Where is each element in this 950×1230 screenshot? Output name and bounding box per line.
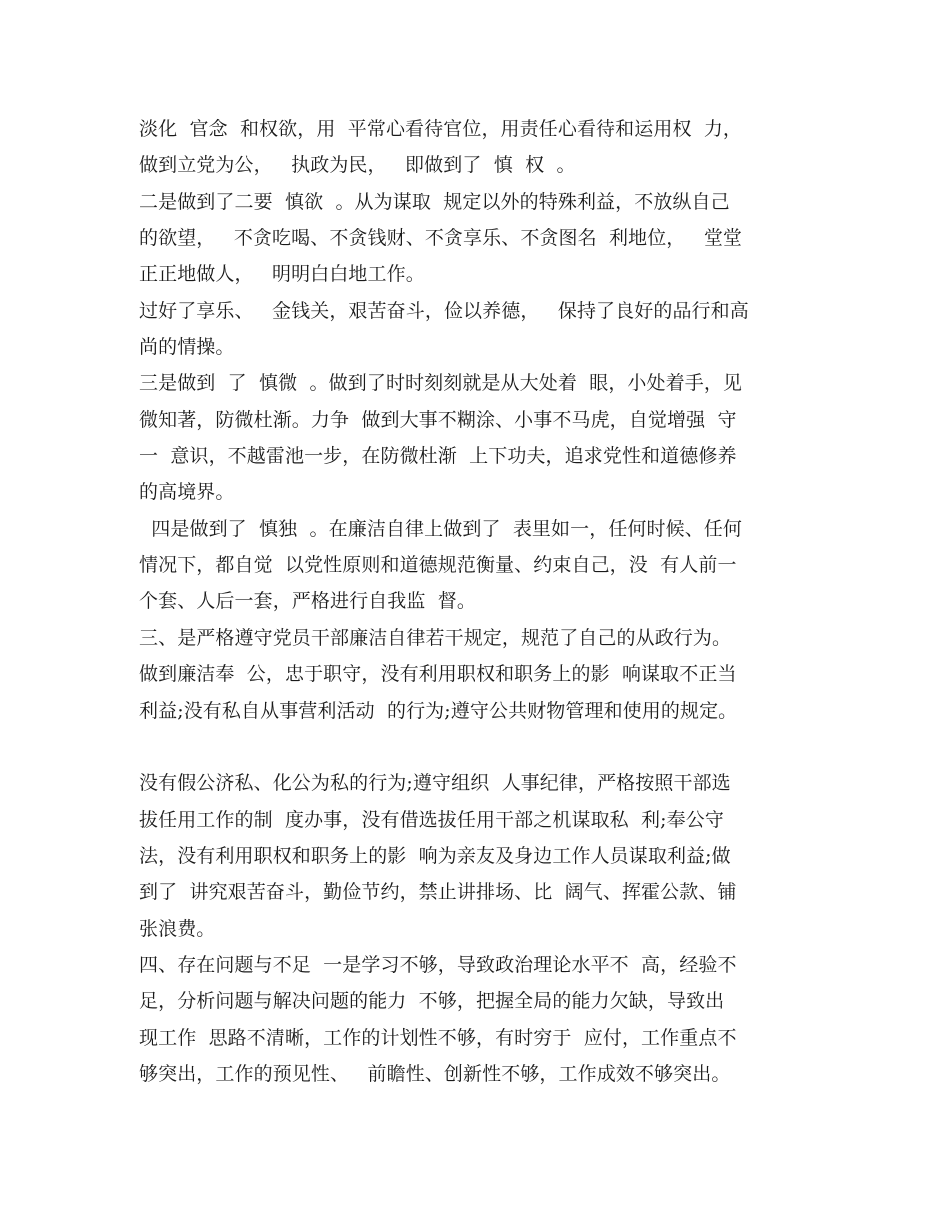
text-line: 利益;没有私自从事营利活动 的行为;遵守公共财物管理和使用的规定。 — [139, 699, 738, 722]
text-line: 四、存在问题与不足 一是学习不够，导致政治理论水平不 高，经验不 — [139, 953, 737, 976]
text-line: 情况下，都自觉 以党性原则和道德规范衡量、约束自己，没 有人前一 — [139, 554, 737, 577]
document-body — [139, 111, 839, 1092]
text-line: 到了 讲究艰苦奋斗，勤俭节约，禁止讲排场、比 阔气、挥霍公款、铺 — [139, 881, 737, 904]
text-line: 的高境界。 — [139, 481, 235, 504]
text-line: 张浪费。 — [139, 917, 216, 940]
text-line: 三是做到 了 慎微 。做到了时时刻刻就是从大处着 眼，小处着手，见 — [139, 372, 743, 395]
text-line: 过好了享乐、 金钱关，艰苦奋斗，俭以养德， 保持了良好的品行和高 — [139, 299, 749, 322]
paragraph-gap — [139, 729, 839, 765]
text-line: 做到立党为公， 执政为民， 即做到了 慎 权 。 — [139, 154, 576, 177]
text-line: 尚的情操。 — [139, 336, 235, 359]
text-line: 三、是严格遵守党员干部廉洁自律若干规定，规范了自己的从政行为。 — [139, 626, 732, 649]
text-line: 没有假公济私、化公为私的行为;遵守组织 人事纪律，严格按照干部选 — [139, 772, 731, 795]
text-line: 够突出，工作的预见性、 前瞻性、创新性不够，工作成效不够突出。 — [139, 1062, 731, 1085]
text-line: 拔任用工作的制 度办事，没有借选拔任用干部之机谋取私 利;奉公守 — [139, 808, 724, 831]
text-line: 个套、人后一套，严格进行自我监 督。 — [139, 590, 476, 613]
text-line: 法，没有利用职权和职务上的影 响为亲友及身边工作人员谋取利益;做 — [139, 844, 731, 867]
text-line: 二是做到了二要 慎欲 。从为谋取 规定以外的特殊利益，不放纵自己 — [139, 190, 730, 213]
text-line: 现工作 思路不清晰，工作的计划性不够，有时穷于 应付，工作重点不 — [139, 1026, 737, 1049]
text-line: 淡化 官念 和权欲，用 平常心看待官位，用责任心看待和运用权 力， — [139, 118, 743, 140]
text-line: 一 意识，不越雷池一步，在防微杜渐 上下功夫，追求党性和道德修养 — [139, 445, 737, 468]
text-line: 做到廉洁奉 公，忠于职守，没有利用职权和职务上的影 响谋取不正当 — [139, 663, 737, 686]
text-line: 微知著，防微杜渐。力争 做到大事不糊涂、小事不马虎，自觉增强 守 — [139, 408, 737, 431]
text-line: 正正地做人， 明明白白地工作。 — [139, 263, 425, 286]
text-line: 足，分析问题与解决问题的能力 不够，把握全局的能力欠缺，导致出 — [139, 990, 725, 1013]
text-line: 四是做到了 慎独 。在廉洁自律上做到了 表里如一，任何时候、任何 — [139, 517, 743, 540]
text-line: 的欲望， 不贪吃喝、不贪钱财、不贪享乐、不贪图名 利地位， 堂堂 — [139, 227, 743, 250]
